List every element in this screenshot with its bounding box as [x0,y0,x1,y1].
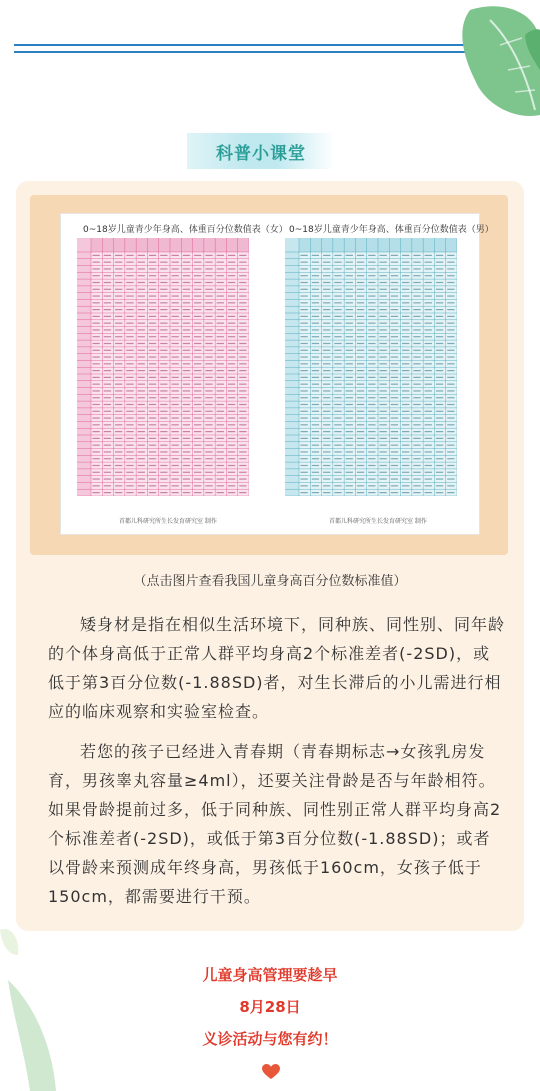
heart-icon [262,1064,280,1080]
girls-table-title: 0~18岁儿童青少年身高、体重百分位数值表（女） [83,225,288,235]
boys-table-source: 首都儿科研究所生长发育研究室 制作 [329,518,427,525]
cta-invitation: 义诊活动与您有约！ [202,1030,338,1048]
paragraph-short-stature [48,610,506,726]
section-title: 科普小课堂 [216,143,306,164]
paragraph-puberty-text: 若您的孩子已经进入青春期（青春期标志→女孩乳房发育，男孩睾丸容量≥4ml），还要关注骨龄是否与年龄相符。如果骨龄提前过多，低于同种族、同性别正常人群平均身高2个标准差者(-2SD)，或低于第3百分位数(-1.88SD)；或者以骨龄来预测成年终身高，男孩低于160cm，女孩子低于150cm，都需要进行干预。 [48,742,502,906]
boys-percentile-table [285,238,457,496]
girls-table-source: 首都儿科研究所生长发育研究室 制作 [119,518,217,525]
paragraph-short-stature-text: 矮身材是指在相似生活环境下，同种族、同性别、同年龄的个体身高低于正常人群平均身高2个标准差者(-2SD)，或低于第3百分位数(-1.88SD)者，对生长滞后的小儿需进行相应的临床观察和实验室检查。 [48,615,506,721]
boys-table-title: 0~18岁儿童青少年身高、体重百分位数值表（男） [289,225,494,235]
cta-headline: 儿童身高管理要趁早 [202,966,338,984]
paragraph-puberty [48,737,506,911]
section-title-badge [187,133,335,169]
cta-date: 8月28日 [239,998,301,1016]
growth-chart-image[interactable] [60,213,494,535]
image-caption: （点击图片查看我国儿童身高百分位数标准值） [133,574,407,589]
girls-percentile-table [77,238,249,496]
leaf-decoration-icon [430,0,540,120]
